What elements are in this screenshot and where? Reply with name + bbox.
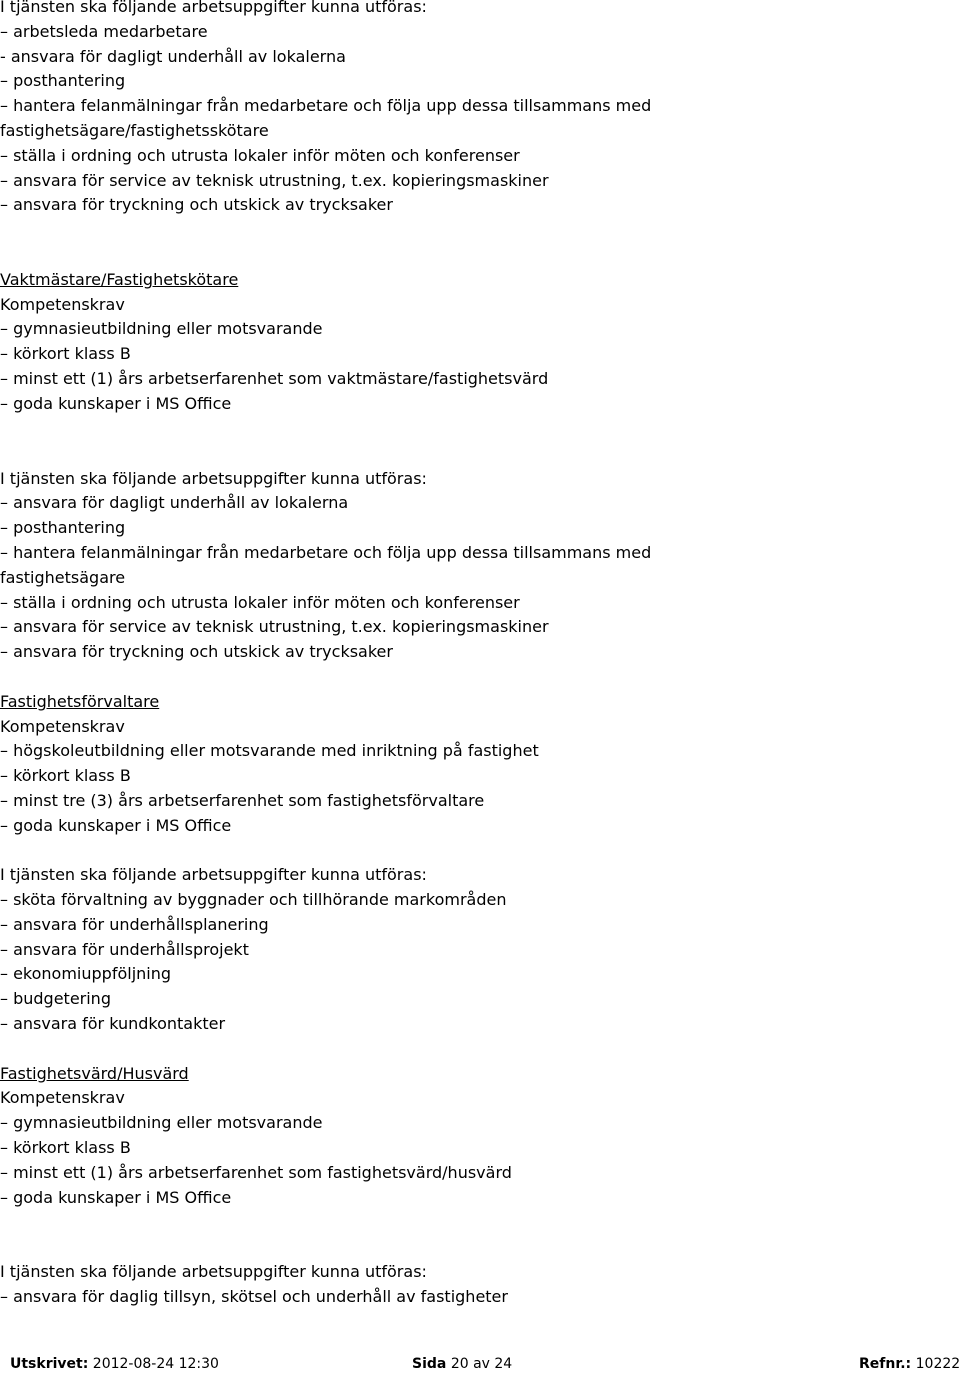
text-line: – goda kunskaper i MS Office [0,1188,232,1207]
text-line: – gymnasieutbildning eller motsvarande [0,319,323,338]
text-line: – ansvara för service av teknisk utrustning, t.ex. kopieringsmaskiner [0,617,549,636]
text-line: – minst ett (1) års arbetserfarenhet som fastighetsvärd/husvärd [0,1163,512,1182]
text-line: – körkort klass B [0,766,131,785]
text-line: – ansvara för tryckning och utskick av trycksaker [0,195,393,214]
text-line: – ställa i ordning och utrusta lokaler inför möten och konferenser [0,146,520,165]
text-line: – sköta förvaltning av byggnader och tillhörande markområden [0,890,507,909]
section-heading: Fastighetsvärd/Husvärd [0,1064,189,1083]
text-line: – arbetsleda medarbetare [0,22,208,41]
text-line: – körkort klass B [0,1138,131,1157]
page-value: 20 av 24 [450,1356,513,1372]
text-line: fastighetsägare [0,568,126,587]
text-line: – körkort klass B [0,344,131,363]
text-line: – ekonomiuppföljning [0,964,172,983]
text-line: – ansvara för daglig tillsyn, skötsel och underhåll av fastigheter [0,1287,508,1306]
text-line: – budgetering [0,989,111,1008]
text-line: – hantera felanmälningar från medarbetare och följa upp dessa tillsammans med [0,543,652,562]
text-line: I tjänsten ska följande arbetsuppgifter kunna utföras: [0,865,427,884]
text-line: – posthantering [0,71,126,90]
text-line: – ansvara för underhållsprojekt [0,940,249,959]
page-label: Sida [412,1356,447,1372]
text-line: – ansvara för kundkontakter [0,1014,226,1033]
page-number [412,1354,512,1374]
ref-value: 10222 [915,1356,960,1372]
text-line: I tjänsten ska följande arbetsuppgifter kunna utföras: [0,0,427,16]
text-line: Kompetenskrav [0,295,125,314]
text-line: – ansvara för underhållsplanering [0,915,269,934]
text-line: – posthantering [0,518,126,537]
text-line: – gymnasieutbildning eller motsvarande [0,1113,323,1132]
section-heading: Vaktmästare/Fastighetskötare [0,270,239,289]
ref-label: Refnr.: [859,1356,912,1372]
text-line: I tjänsten ska följande arbetsuppgifter kunna utföras: [0,469,427,488]
section-heading: Fastighetsförvaltare [0,692,160,711]
text-line: – ansvara för tryckning och utskick av trycksaker [0,642,393,661]
printed-value: 2012-08-24 12:30 [92,1356,219,1372]
text-line: Kompetenskrav [0,1088,125,1107]
printed-label: Utskrivet: [10,1356,89,1372]
text-line: – minst ett (1) års arbetserfarenhet som vaktmästare/fastighetsvärd [0,369,549,388]
printed-date [10,1354,219,1374]
reference-number [859,1354,960,1374]
text-line: – goda kunskaper i MS Office [0,394,232,413]
text-line: - ansvara för dagligt underhåll av lokalerna [0,47,346,66]
text-line: – ansvara för service av teknisk utrustning, t.ex. kopieringsmaskiner [0,171,549,190]
text-line: I tjänsten ska följande arbetsuppgifter kunna utföras: [0,1262,427,1281]
text-line: – goda kunskaper i MS Office [0,816,232,835]
text-line: – ställa i ordning och utrusta lokaler inför möten och konferenser [0,593,520,612]
text-line: – ansvara för dagligt underhåll av lokalerna [0,493,349,512]
text-line: – hantera felanmälningar från medarbetare och följa upp dessa tillsammans med [0,96,652,115]
text-line: Kompetenskrav [0,717,125,736]
text-line: fastighetsägare/fastighetsskötare [0,121,269,140]
text-line: – minst tre (3) års arbetserfarenhet som fastighetsförvaltare [0,791,485,810]
text-line: – högskoleutbildning eller motsvarande med inriktning på fastighet [0,741,539,760]
